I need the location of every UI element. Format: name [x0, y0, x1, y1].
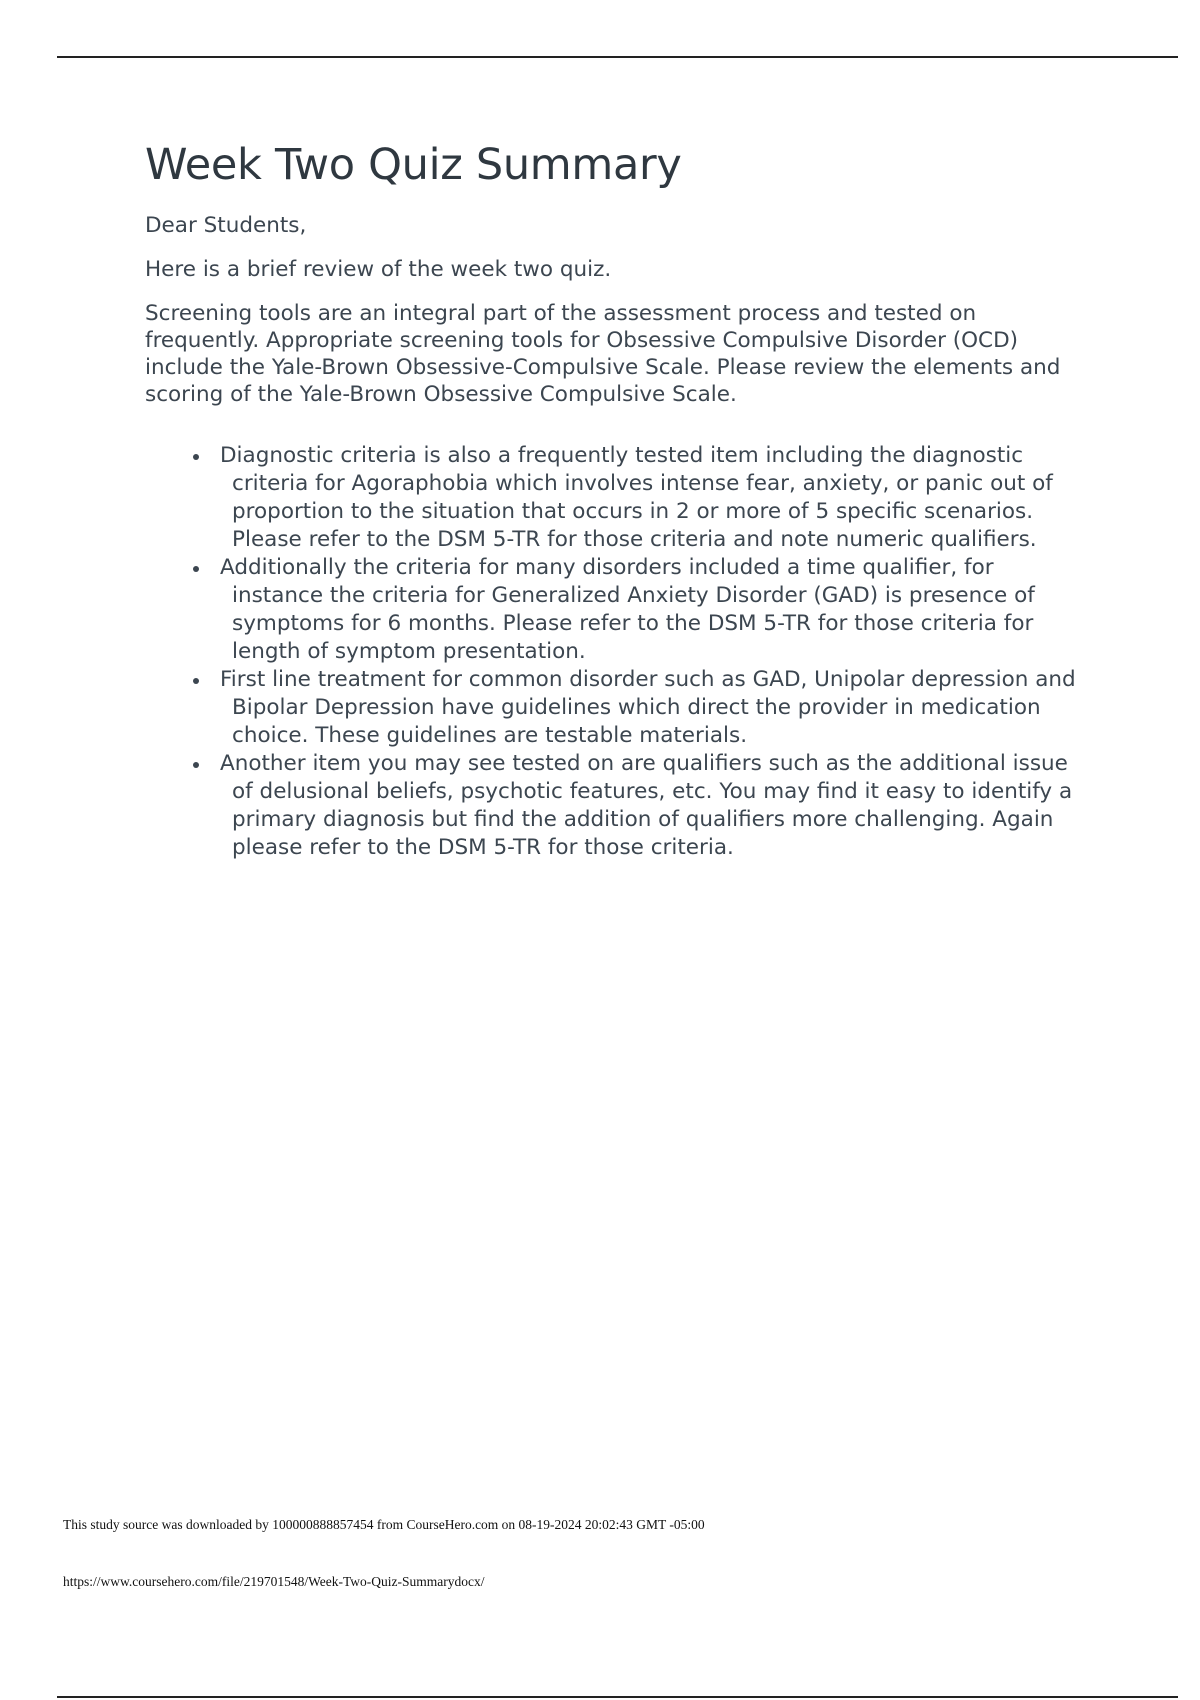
bullet-list	[145, 442, 1085, 862]
top-divider	[57, 56, 1178, 58]
list-item-text: Additionally the criteria for many disorders included a time qualifier, for instance the criteria for Generalized Anxiety Disorder (GAD) is presence of symptoms for 6 months. Please refer to the DSM 5-TR for those criteria for length of symptom presentation.	[220, 554, 1035, 664]
bullet-dot-icon	[193, 678, 199, 684]
intro-text: Here is a brief review of the week two quiz.	[145, 256, 612, 282]
list-item-text: First line treatment for common disorder such as GAD, Unipolar depression and Bipolar Depression have guidelines which direct the provider in medication choice. These guidelines are testable materials.	[220, 666, 1076, 748]
bullet-dot-icon	[193, 566, 199, 572]
greeting-text: Dear Students,	[145, 212, 307, 238]
source-url[interactable]: https://www.coursehero.com/file/219701548/Week-Two-Quiz-Summarydocx/	[63, 1574, 485, 1589]
list-item	[145, 750, 1085, 862]
bottom-divider	[57, 1696, 1178, 1698]
bullet-dot-icon	[193, 454, 199, 460]
list-item-text: Another item you may see tested on are qualifiers such as the additional issue of delusional beliefs, psychotic features, etc. You may find it easy to identify a primary diagnosis but find the addition of qualifiers more challenging. Again please refer to the DSM 5-TR for those criteria.	[220, 750, 1073, 860]
page-title: Week Two Quiz Summary	[145, 140, 682, 190]
download-source-note: This study source was downloaded by 100000888857454 from CourseHero.com on 08-19-2024 20:02:43 GMT -05:00	[63, 1517, 705, 1532]
list-item	[145, 666, 1085, 750]
list-item	[145, 554, 1085, 666]
list-item-text: Diagnostic criteria is also a frequently tested item including the diagnostic criteria for Agoraphobia which involves intense fear, anxiety, or panic out of proportion to the situation that occurs in 2 or more of 5 specific scenarios. Please refer to the DSM 5-TR for those criteria and note numeric qualifiers.	[220, 442, 1053, 552]
document-body	[145, 140, 1085, 862]
bullet-dot-icon	[193, 762, 199, 768]
screening-paragraph: Screening tools are an integral part of the assessment process and tested on frequently. Appropriate screening tools for Obsessive Compulsive Disorder (OCD) include the Yale-Brown Obsessive-Compulsive Scale. Please review the elements and scoring of the Yale-Brown Obsessive Compulsive Scale.	[145, 300, 1061, 407]
list-item	[145, 442, 1085, 554]
